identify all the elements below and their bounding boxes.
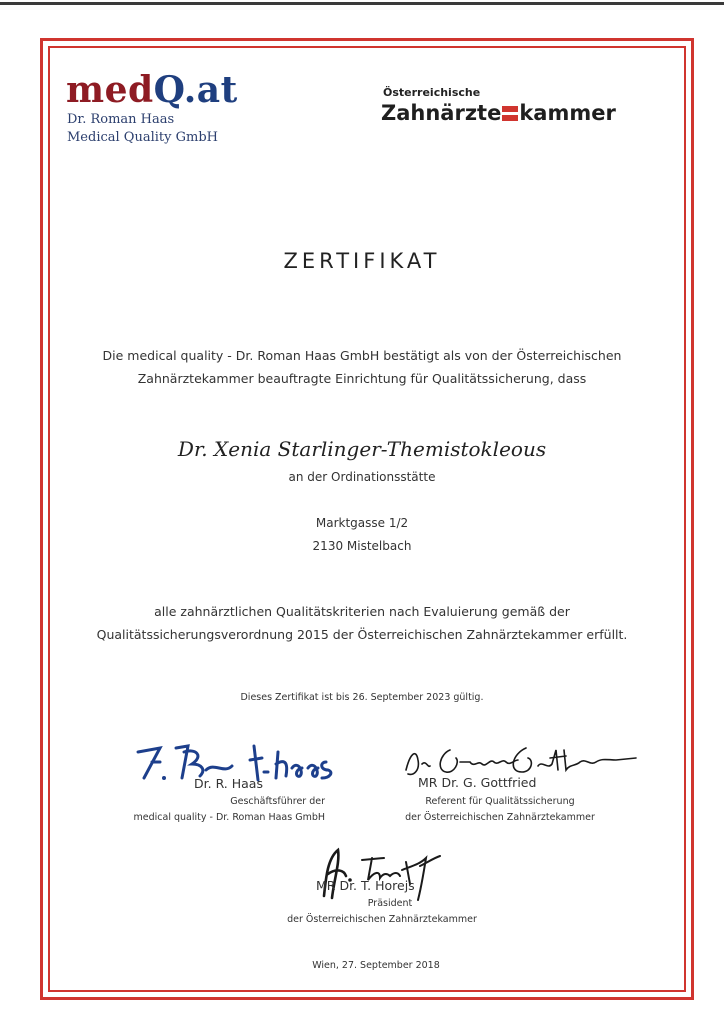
haas-role-2: medical quality - Dr. Roman Haas GmbH — [133, 812, 325, 823]
gottfried-role-1: Referent für Qualitätssicherung — [425, 796, 575, 807]
scan-edge — [0, 2, 724, 5]
gottfried-role-2: der Österreichischen Zahnärztekammer — [405, 812, 595, 823]
horejs-name: MR Dr. T. Horejs — [316, 878, 415, 893]
certificate-title: ZERTIFIKAT — [283, 249, 441, 273]
haas-name: Dr. R. Haas — [194, 776, 263, 791]
kammer-logo-small: Österreichische — [383, 86, 481, 99]
validity-note: Dieses Zertifikat ist bis 26. September 2023 gültig. — [240, 692, 484, 703]
place-date: Wien, 27. September 2018 — [312, 960, 440, 971]
recipient-name: Dr. Xenia Starlinger-Themistokleous — [177, 437, 547, 461]
horejs-role-2: der Österreichischen Zahnärztekammer — [287, 914, 477, 925]
address-city: 2130 Mistelbach — [312, 539, 412, 553]
haas-role-1: Geschäftsführer der — [230, 796, 325, 807]
kammer-logo — [381, 101, 616, 125]
address-street: Marktgasse 1/2 — [315, 516, 409, 530]
gottfried-name: MR Dr. G. Gottfried — [418, 775, 537, 790]
criteria-line-2: Qualitätssicherungsverordnung 2015 der Österreichischen Zahnärztekammer erfüllt. — [96, 627, 628, 642]
kammer-logo-left: Zahnärzte — [381, 101, 502, 125]
medq-logo-line1: Dr. Roman Haas — [67, 112, 175, 127]
intro-line-2: Zahnärztekammer beauftragte Einrichtung für Qualitätssicherung, dass — [137, 371, 587, 386]
medq-logo — [66, 70, 238, 110]
medq-logo-line2: Medical Quality GmbH — [67, 130, 218, 145]
austrian-flag-icon — [502, 106, 518, 121]
medq-logo-at: .at — [183, 69, 238, 111]
location-intro: an der Ordinationsstätte — [288, 470, 436, 484]
medq-logo-q: Q — [153, 69, 184, 111]
horejs-role-1: Präsident — [367, 898, 413, 909]
kammer-logo-right: kammer — [519, 101, 616, 125]
intro-line-1: Die medical quality - Dr. Roman Haas GmbH bestätigt als von der Österreichischen — [102, 348, 622, 363]
criteria-line-1: alle zahnärztlichen Qualitätskriterien nach Evaluierung gemäß der — [154, 604, 570, 619]
medq-logo-med: med — [66, 69, 154, 111]
